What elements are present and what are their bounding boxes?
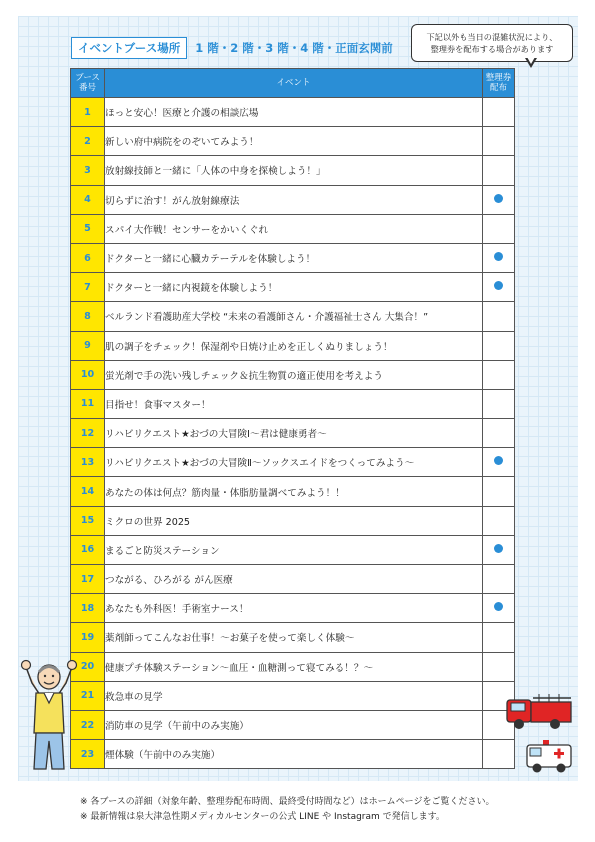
event-name: 健康プチ体験ステーション～血圧・血糖測って寝てみる！？～	[105, 652, 483, 681]
table-header-row	[71, 69, 515, 98]
bubble-line-2: 整理券を配布する場合があります	[430, 44, 554, 54]
event-name: あなたの体は何点？筋肉量・体脂肪量調べてみよう！！	[105, 477, 483, 506]
booth-number: 12	[71, 419, 105, 448]
event-name: 肌の調子をチェック！保湿剤や日焼け止めを正しくぬりましょう！	[105, 331, 483, 360]
booth-number: 22	[71, 710, 105, 739]
event-table	[70, 68, 515, 769]
table-row	[71, 273, 515, 302]
table-row	[71, 127, 515, 156]
booth-number: 11	[71, 389, 105, 418]
event-name: ドクターと一緒に内視鏡を体験しよう！	[105, 273, 483, 302]
header-num-line1: ブース	[75, 73, 100, 83]
ticket-cell	[483, 477, 515, 506]
event-name: ドクターと一緒に心臓カテーテルを体験しよう！	[105, 243, 483, 272]
table-row	[71, 389, 515, 418]
table-row	[71, 740, 515, 769]
heading-label: イベントブース場所	[71, 37, 187, 59]
event-name: ミクロの世界 2025	[105, 506, 483, 535]
header-ticket-line2: 配布	[489, 83, 507, 93]
event-name: 消防車の見学（午前中のみ実施）	[105, 710, 483, 739]
event-name: つながる、ひろがる がん医療	[105, 565, 483, 594]
table-row	[71, 243, 515, 272]
ticket-cell	[483, 360, 515, 389]
table-row	[71, 681, 515, 710]
booth-number: 3	[71, 156, 105, 185]
event-name: 薬剤師ってこんなお仕事！～お菓子を使って楽しく体験～	[105, 623, 483, 652]
ticket-cell	[483, 448, 515, 477]
cheering-person-illustration	[18, 655, 80, 775]
ticket-cell	[483, 652, 515, 681]
table-row	[71, 185, 515, 214]
ticket-dot-icon	[494, 602, 503, 611]
table-row	[71, 565, 515, 594]
table-row	[71, 477, 515, 506]
table-row	[71, 535, 515, 564]
event-name: 目指せ！食事マスター！	[105, 389, 483, 418]
event-name: ほっと安心！医療と介護の相談広場	[105, 98, 483, 127]
booth-number: 4	[71, 185, 105, 214]
event-name: 放射線技師と一緒に「人体の中身を探検しよう！」	[105, 156, 483, 185]
event-name: ベルランド看護助産大学校 “未来の看護師さん・介護福祉士さん 大集合！”	[105, 302, 483, 331]
speech-bubble	[411, 24, 573, 62]
header-ticket-line1: 整理券	[485, 73, 512, 83]
event-name: あなたも外科医！手術室ナース！	[105, 594, 483, 623]
table-row	[71, 448, 515, 477]
ticket-cell	[483, 243, 515, 272]
ticket-cell	[483, 127, 515, 156]
ticket-cell	[483, 302, 515, 331]
ticket-cell	[483, 740, 515, 769]
ticket-dot-icon	[494, 456, 503, 465]
booth-number: 16	[71, 535, 105, 564]
table-row	[71, 623, 515, 652]
header-booth-number	[71, 69, 105, 98]
table-row	[71, 360, 515, 389]
fire-truck-icon	[505, 690, 575, 732]
booth-number: 5	[71, 214, 105, 243]
ticket-cell	[483, 594, 515, 623]
table-row	[71, 652, 515, 681]
ticket-cell	[483, 273, 515, 302]
footnote-1: ※ 各ブースの詳細（対象年齢、整理券配布時間、最終受付時間など）はホームページをご覧ください。	[80, 797, 495, 807]
booth-number: 1	[71, 98, 105, 127]
table-row	[71, 214, 515, 243]
ticket-cell	[483, 185, 515, 214]
event-name: 切らずに治す！がん放射線療法	[105, 185, 483, 214]
ticket-dot-icon	[494, 252, 503, 261]
booth-number: 8	[71, 302, 105, 331]
booth-number: 20	[71, 652, 105, 681]
booth-number: 14	[71, 477, 105, 506]
ticket-cell	[483, 535, 515, 564]
ticket-cell	[483, 623, 515, 652]
table-row	[71, 98, 515, 127]
ticket-cell	[483, 331, 515, 360]
table-row	[71, 594, 515, 623]
table-row	[71, 710, 515, 739]
ticket-cell	[483, 214, 515, 243]
booth-number: 23	[71, 740, 105, 769]
heading-floors: 1 階・2 階・3 階・4 階・正面玄関前	[195, 41, 393, 55]
booth-number: 21	[71, 681, 105, 710]
event-name: 救急車の見学	[105, 681, 483, 710]
header-ticket	[483, 69, 515, 98]
ticket-cell	[483, 156, 515, 185]
ticket-cell	[483, 506, 515, 535]
event-name: 煙体験（午前中のみ実施）	[105, 740, 483, 769]
booth-number: 13	[71, 448, 105, 477]
footnotes	[80, 795, 495, 825]
ticket-cell	[483, 98, 515, 127]
event-name: 新しい府中病院をのぞいてみよう！	[105, 127, 483, 156]
ambulance-icon	[523, 736, 575, 776]
ticket-cell	[483, 389, 515, 418]
booth-number: 6	[71, 243, 105, 272]
table-row	[71, 506, 515, 535]
booth-number: 17	[71, 565, 105, 594]
ticket-cell	[483, 419, 515, 448]
event-name: リハビリクエスト★おづの大冒険Ⅰ～君は健康勇者～	[105, 419, 483, 448]
footnote-2: ※ 最新情報は泉大津急性期メディカルセンターの公式 LINE や Instagram で発信します。	[80, 812, 445, 822]
booth-number: 18	[71, 594, 105, 623]
ticket-dot-icon	[494, 194, 503, 203]
table-row	[71, 331, 515, 360]
event-name: まるごと防災ステーション	[105, 535, 483, 564]
ticket-dot-icon	[494, 544, 503, 553]
booth-number: 2	[71, 127, 105, 156]
table-row	[71, 302, 515, 331]
booth-number: 10	[71, 360, 105, 389]
event-name: スパイ大作戦！センサーをかいくぐれ	[105, 214, 483, 243]
booth-number: 15	[71, 506, 105, 535]
header-num-line2: 番号	[78, 83, 96, 93]
bubble-tail-inner	[527, 57, 535, 64]
bubble-line-1: 下記以外も当日の混雑状況により、	[426, 32, 558, 42]
booth-number: 19	[71, 623, 105, 652]
event-name: 蛍光剤で手の洗い残しチェック＆抗生物質の適正使用を考えよう	[105, 360, 483, 389]
table-row	[71, 419, 515, 448]
section-heading	[71, 37, 393, 59]
header-event: イベント	[105, 69, 483, 98]
booth-number: 7	[71, 273, 105, 302]
event-name: リハビリクエスト★おづの大冒険Ⅱ～ソックスエイドをつくってみよう～	[105, 448, 483, 477]
booth-number: 9	[71, 331, 105, 360]
ticket-cell	[483, 565, 515, 594]
table-row	[71, 156, 515, 185]
ticket-dot-icon	[494, 281, 503, 290]
